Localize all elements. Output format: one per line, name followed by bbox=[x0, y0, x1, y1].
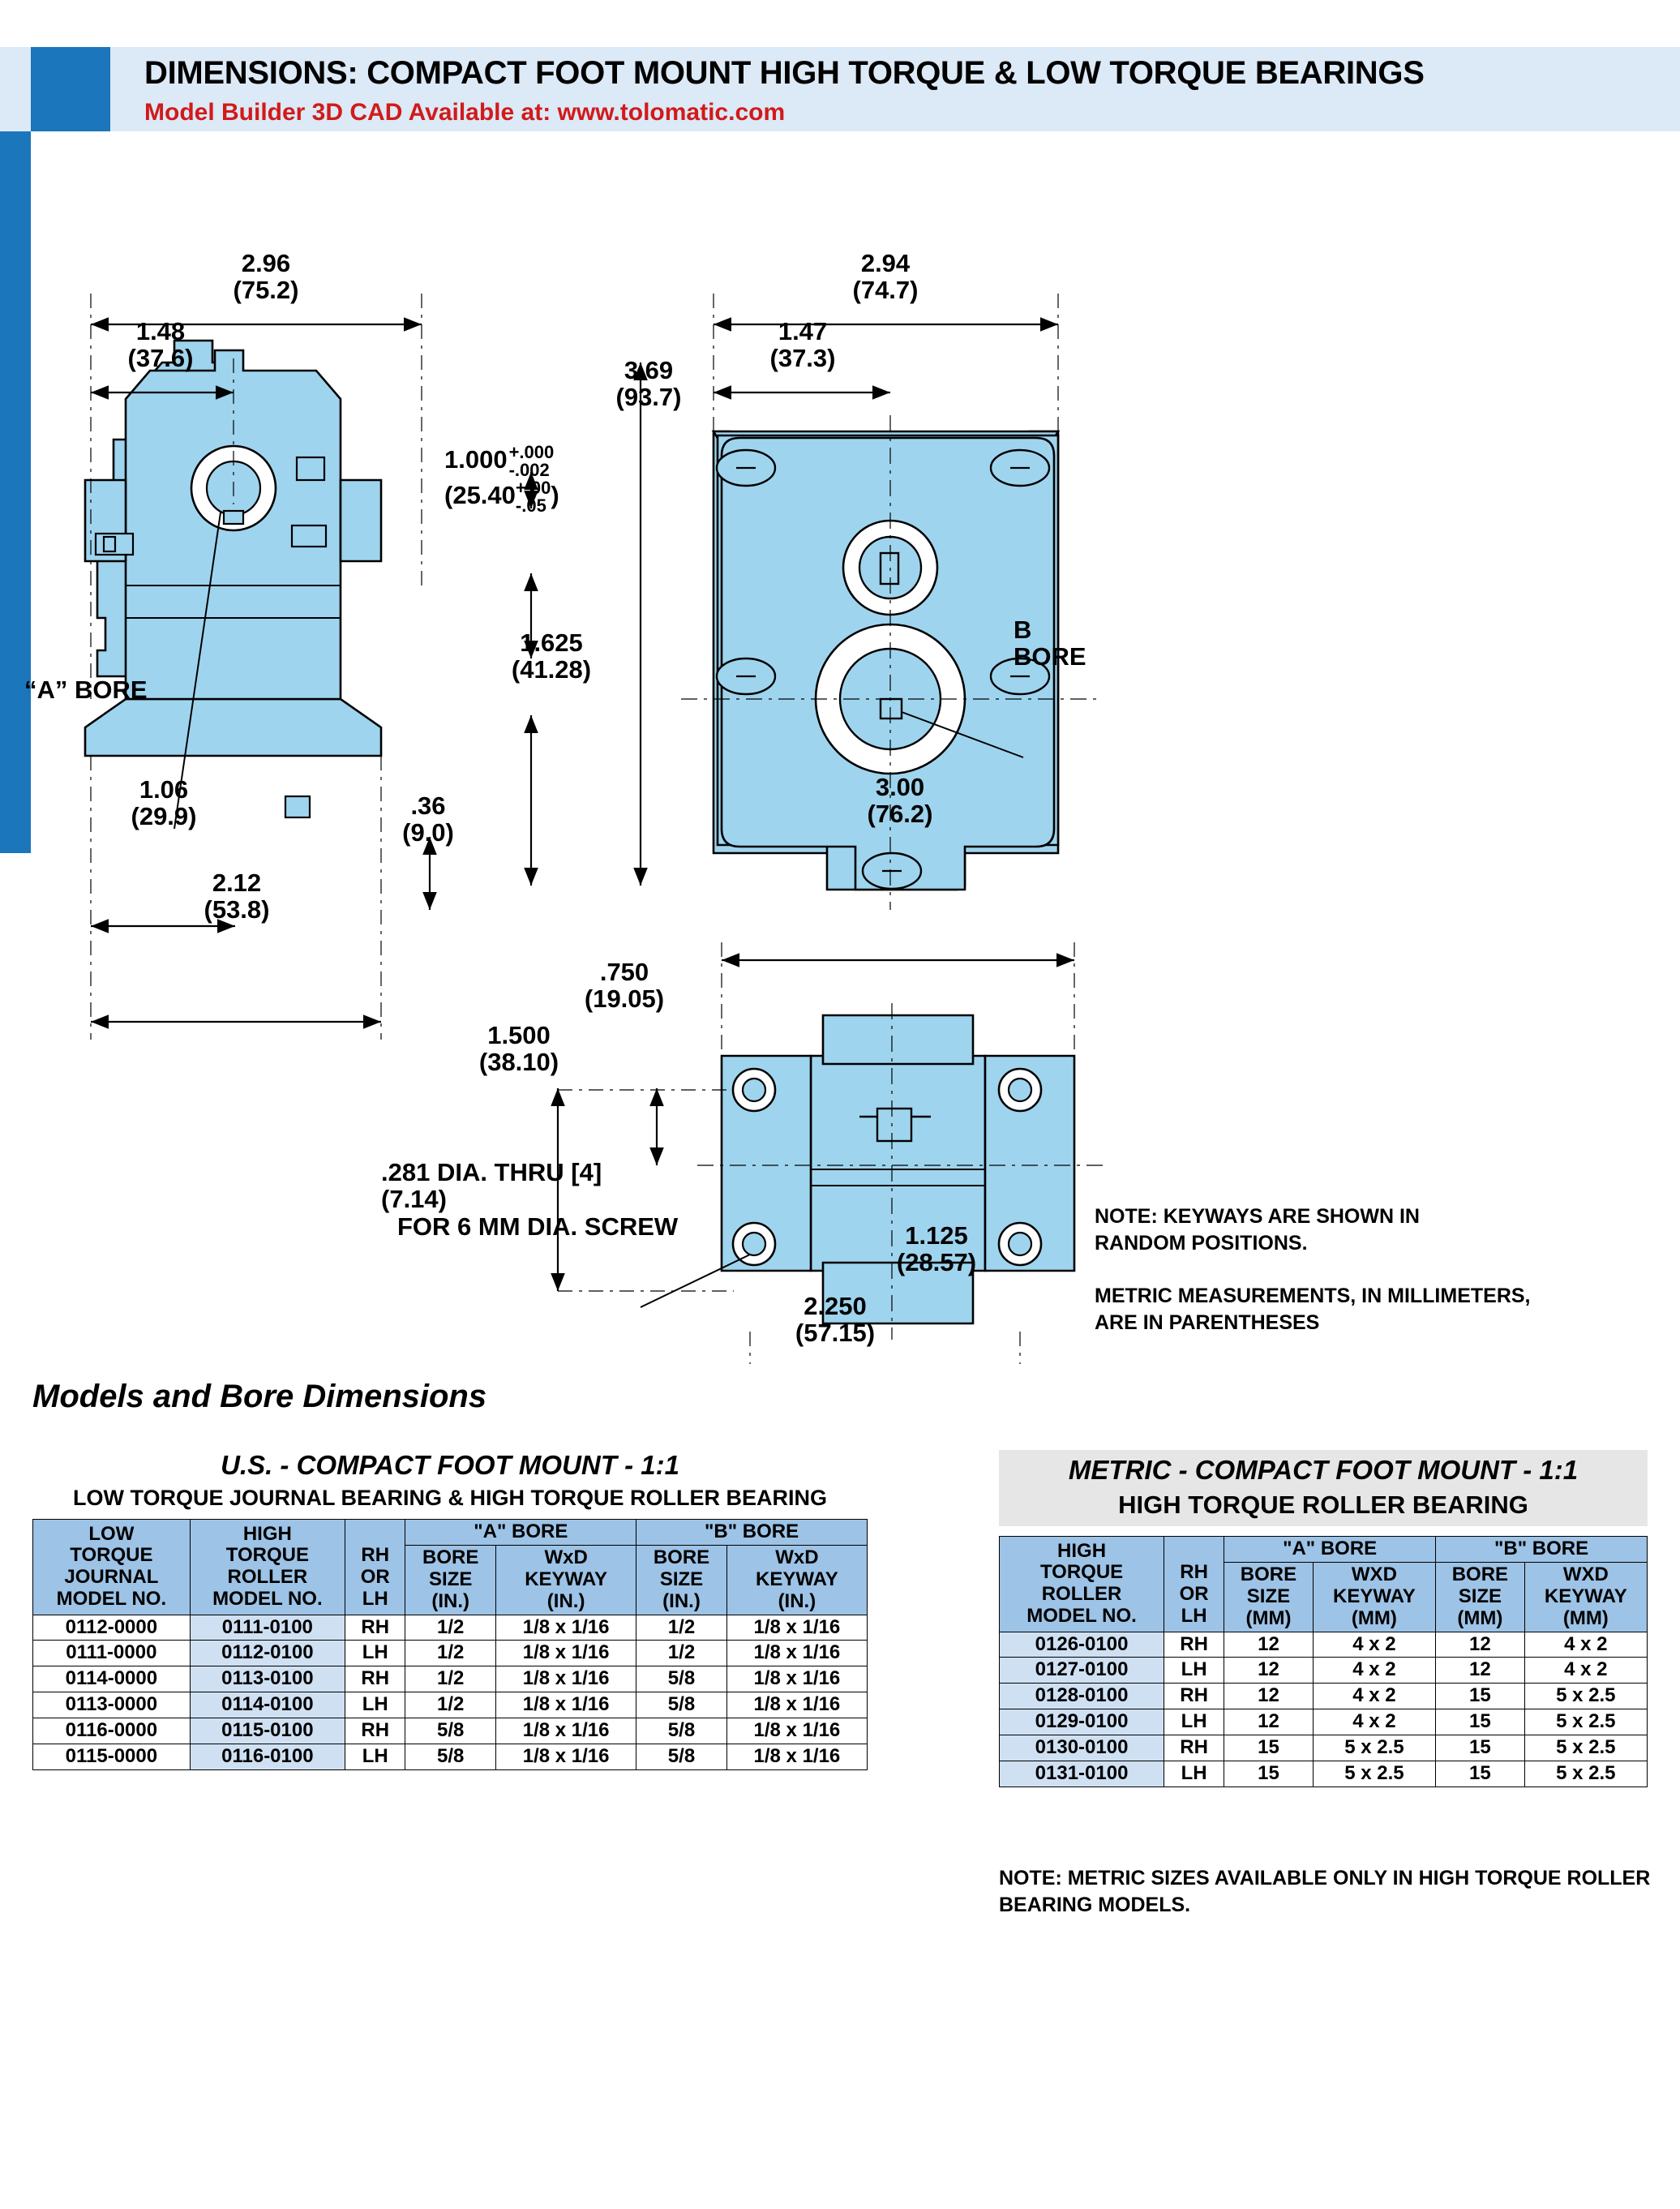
dim-3-00: 3.00 (76.2) bbox=[867, 773, 933, 829]
cell: 1/8 x 1/16 bbox=[496, 1692, 636, 1718]
cell: 1/8 x 1/16 bbox=[726, 1744, 867, 1769]
cell: 1/8 x 1/16 bbox=[496, 1744, 636, 1769]
dim-0-36: .36 (9.0) bbox=[402, 791, 454, 847]
cell: 4 x 2 bbox=[1313, 1684, 1435, 1709]
metric-table-title: METRIC - COMPACT FOOT MOUNT - 1:1 bbox=[1068, 1455, 1579, 1485]
cell: 0112-0000 bbox=[33, 1615, 191, 1641]
table-row bbox=[33, 1641, 868, 1666]
table-row bbox=[1000, 1632, 1648, 1658]
cell: LH bbox=[345, 1641, 405, 1666]
cell: 15 bbox=[1224, 1761, 1314, 1787]
us-table-subtitle: LOW TORQUE JOURNAL BEARING & HIGH TORQUE ROLLER BEARING bbox=[72, 1486, 828, 1510]
metric-title-bar bbox=[999, 1450, 1648, 1526]
metric-table-body bbox=[1000, 1632, 1648, 1787]
cell: 5 x 2.5 bbox=[1524, 1709, 1647, 1735]
cell: RH bbox=[1164, 1632, 1224, 1658]
us-table-title: U.S. - COMPACT FOOT MOUNT - 1:1 bbox=[221, 1450, 679, 1480]
cell: 12 bbox=[1436, 1658, 1525, 1684]
cell: 12 bbox=[1224, 1684, 1314, 1709]
cell: 5/8 bbox=[636, 1666, 727, 1692]
table-row bbox=[1000, 1658, 1648, 1684]
dim-1-47: 1.47 (37.3) bbox=[769, 317, 836, 373]
cell: 1/8 x 1/16 bbox=[726, 1718, 867, 1744]
dim-1-48: 1.48 (37.6) bbox=[127, 317, 194, 373]
table-row bbox=[33, 1692, 868, 1718]
dim-2-96: 2.96 (75.2) bbox=[233, 249, 299, 305]
cell: 0115-0100 bbox=[190, 1718, 345, 1744]
cell: RH bbox=[345, 1615, 405, 1641]
table-row bbox=[1000, 1684, 1648, 1709]
metric-col-a-keyway: WXD KEYWAY (MM) bbox=[1313, 1562, 1435, 1632]
metric-col-b-keyway: WXD KEYWAY (MM) bbox=[1524, 1562, 1647, 1632]
metric-availability-note: NOTE: METRIC SIZES AVAILABLE ONLY IN HIGH TORQUE ROLLER BEARING MODELS. bbox=[999, 1867, 1651, 1916]
us-table-body bbox=[33, 1615, 868, 1769]
shaft-tolerance-callout: 1.000+.000 -.002 (25.40+.00 -.05 ) bbox=[444, 442, 559, 516]
metric-units-note: METRIC MEASUREMENTS, IN MILLIMETERS, ARE IN PARENTHESES bbox=[1095, 1285, 1531, 1334]
header-subtitle: Model Builder 3D CAD Available at: www.tolomatic.com bbox=[144, 99, 786, 126]
cell: 1/8 x 1/16 bbox=[496, 1615, 636, 1641]
cell: 1/8 x 1/16 bbox=[496, 1666, 636, 1692]
drawing-svg bbox=[0, 131, 1680, 1364]
metric-group-a-bore: "A" BORE bbox=[1224, 1537, 1436, 1563]
hole-callout: .281 DIA. THRU [4] (7.14) FOR 6 MM DIA. SCREW bbox=[381, 1158, 679, 1241]
dim-2-94: 2.94 (74.7) bbox=[852, 249, 919, 305]
cell: LH bbox=[1164, 1709, 1224, 1735]
metric-group-b-bore: "B" BORE bbox=[1436, 1537, 1648, 1563]
us-table-block bbox=[32, 1450, 868, 1770]
page-title: DIMENSIONS: COMPACT FOOT MOUNT HIGH TORQUE & LOW TORQUE BEARINGS bbox=[144, 55, 1425, 91]
cell: 1/2 bbox=[405, 1641, 496, 1666]
cell: 5/8 bbox=[405, 1718, 496, 1744]
cell: 0130-0100 bbox=[1000, 1735, 1164, 1761]
cell: 1/8 x 1/16 bbox=[496, 1641, 636, 1666]
cell: 1/2 bbox=[405, 1615, 496, 1641]
cell: 0113-0100 bbox=[190, 1666, 345, 1692]
us-group-a-bore: "A" BORE bbox=[405, 1520, 636, 1546]
cell: 1/2 bbox=[636, 1615, 727, 1641]
cell: 5 x 2.5 bbox=[1313, 1735, 1435, 1761]
metric-col-model: HIGH TORQUE ROLLER MODEL NO. bbox=[1000, 1537, 1164, 1632]
dim-0-750: .750 (19.05) bbox=[584, 958, 665, 1014]
table-row bbox=[33, 1744, 868, 1769]
cell: 0126-0100 bbox=[1000, 1632, 1164, 1658]
cell: 0114-0000 bbox=[33, 1666, 191, 1692]
cell: 15 bbox=[1436, 1761, 1525, 1787]
cell: 4 x 2 bbox=[1524, 1632, 1647, 1658]
dim-2-250: 2.250 (57.15) bbox=[795, 1292, 876, 1348]
cell: 1/2 bbox=[636, 1641, 727, 1666]
cell: 12 bbox=[1436, 1632, 1525, 1658]
cell: LH bbox=[1164, 1761, 1224, 1787]
cell: 1/8 x 1/16 bbox=[496, 1718, 636, 1744]
cell: 0111-0100 bbox=[190, 1615, 345, 1641]
us-col-b-keyway: WxD KEYWAY (IN.) bbox=[726, 1545, 867, 1615]
cell: 0113-0000 bbox=[33, 1692, 191, 1718]
dim-1-125: 1.125 (28.57) bbox=[896, 1221, 977, 1277]
cell: 4 x 2 bbox=[1524, 1658, 1647, 1684]
cell: 0116-0000 bbox=[33, 1718, 191, 1744]
cell: RH bbox=[1164, 1735, 1224, 1761]
table-row bbox=[33, 1666, 868, 1692]
us-col-high-torque: HIGH TORQUE ROLLER MODEL NO. bbox=[190, 1520, 345, 1615]
metric-dimensions-table bbox=[999, 1536, 1648, 1787]
metric-col-hand: RH OR LH bbox=[1164, 1537, 1224, 1632]
table-row bbox=[1000, 1735, 1648, 1761]
cell: 4 x 2 bbox=[1313, 1709, 1435, 1735]
cell: 12 bbox=[1224, 1632, 1314, 1658]
us-col-b-bore-size: BORE SIZE (IN.) bbox=[636, 1545, 727, 1615]
us-group-b-bore: "B" BORE bbox=[636, 1520, 868, 1546]
dim-3-69: 3.69 (93.7) bbox=[615, 356, 682, 412]
table-row bbox=[1000, 1761, 1648, 1787]
cell: 0112-0100 bbox=[190, 1641, 345, 1666]
cell: 0129-0100 bbox=[1000, 1709, 1164, 1735]
cell: 1/8 x 1/16 bbox=[726, 1641, 867, 1666]
metric-table-block bbox=[999, 1450, 1648, 1787]
section-title: Models and Bore Dimensions bbox=[32, 1379, 487, 1414]
cell: 5 x 2.5 bbox=[1313, 1761, 1435, 1787]
cell: 12 bbox=[1224, 1709, 1314, 1735]
cell: 5/8 bbox=[636, 1692, 727, 1718]
cell: 15 bbox=[1436, 1709, 1525, 1735]
us-col-a-bore-size: BORE SIZE (IN.) bbox=[405, 1545, 496, 1615]
cell: 1/2 bbox=[405, 1692, 496, 1718]
a-bore-label: “A” BORE bbox=[24, 676, 148, 704]
dim-2-12: 2.12 (53.8) bbox=[204, 869, 270, 924]
metric-col-a-bore-size: BORE SIZE (MM) bbox=[1224, 1562, 1314, 1632]
cell: RH bbox=[345, 1666, 405, 1692]
cell: 15 bbox=[1436, 1684, 1525, 1709]
cell: 15 bbox=[1224, 1735, 1314, 1761]
cell: LH bbox=[345, 1692, 405, 1718]
cell: 5/8 bbox=[636, 1744, 727, 1769]
cell: 0111-0000 bbox=[33, 1641, 191, 1666]
cell: 0128-0100 bbox=[1000, 1684, 1164, 1709]
keyway-note: NOTE: KEYWAYS ARE SHOWN IN RANDOM POSITIONS. bbox=[1095, 1205, 1420, 1255]
cell: RH bbox=[1164, 1684, 1224, 1709]
cell: 1/2 bbox=[405, 1666, 496, 1692]
us-col-hand: RH OR LH bbox=[345, 1520, 405, 1615]
cell: 5 x 2.5 bbox=[1524, 1761, 1647, 1787]
cell: 5/8 bbox=[636, 1718, 727, 1744]
cell: 0114-0100 bbox=[190, 1692, 345, 1718]
us-dimensions-table bbox=[32, 1519, 868, 1770]
cell: 4 x 2 bbox=[1313, 1632, 1435, 1658]
cell: LH bbox=[1164, 1658, 1224, 1684]
us-col-low-torque: LOW TORQUE JOURNAL MODEL NO. bbox=[33, 1520, 191, 1615]
metric-table-subtitle: HIGH TORQUE ROLLER BEARING bbox=[1118, 1491, 1528, 1519]
technical-drawing bbox=[0, 131, 1680, 1364]
table-row bbox=[1000, 1709, 1648, 1735]
us-col-a-keyway: WxD KEYWAY (IN.) bbox=[496, 1545, 636, 1615]
cell: 15 bbox=[1436, 1735, 1525, 1761]
cell: 4 x 2 bbox=[1313, 1658, 1435, 1684]
cell: 5/8 bbox=[405, 1744, 496, 1769]
dim-1-06: 1.06 (29.9) bbox=[131, 775, 197, 831]
cell: 5 x 2.5 bbox=[1524, 1735, 1647, 1761]
cell: 1/8 x 1/16 bbox=[726, 1666, 867, 1692]
table-row bbox=[33, 1718, 868, 1744]
dim-1-625: 1.625 (41.28) bbox=[511, 628, 592, 684]
cell: 0131-0100 bbox=[1000, 1761, 1164, 1787]
cell: 0116-0100 bbox=[190, 1744, 345, 1769]
cell: 5 x 2.5 bbox=[1524, 1684, 1647, 1709]
cell: 0127-0100 bbox=[1000, 1658, 1164, 1684]
cell: 12 bbox=[1224, 1658, 1314, 1684]
metric-col-b-bore-size: BORE SIZE (MM) bbox=[1436, 1562, 1525, 1632]
cell: 1/8 x 1/16 bbox=[726, 1615, 867, 1641]
header-accent-block bbox=[31, 47, 110, 131]
cell: RH bbox=[345, 1718, 405, 1744]
dim-1-500: 1.500 (38.10) bbox=[478, 1021, 559, 1077]
table-row bbox=[33, 1615, 868, 1641]
cell: LH bbox=[345, 1744, 405, 1769]
cell: 0115-0000 bbox=[33, 1744, 191, 1769]
cell: 1/8 x 1/16 bbox=[726, 1692, 867, 1718]
b-bore-label: B BORE bbox=[1014, 616, 1086, 671]
